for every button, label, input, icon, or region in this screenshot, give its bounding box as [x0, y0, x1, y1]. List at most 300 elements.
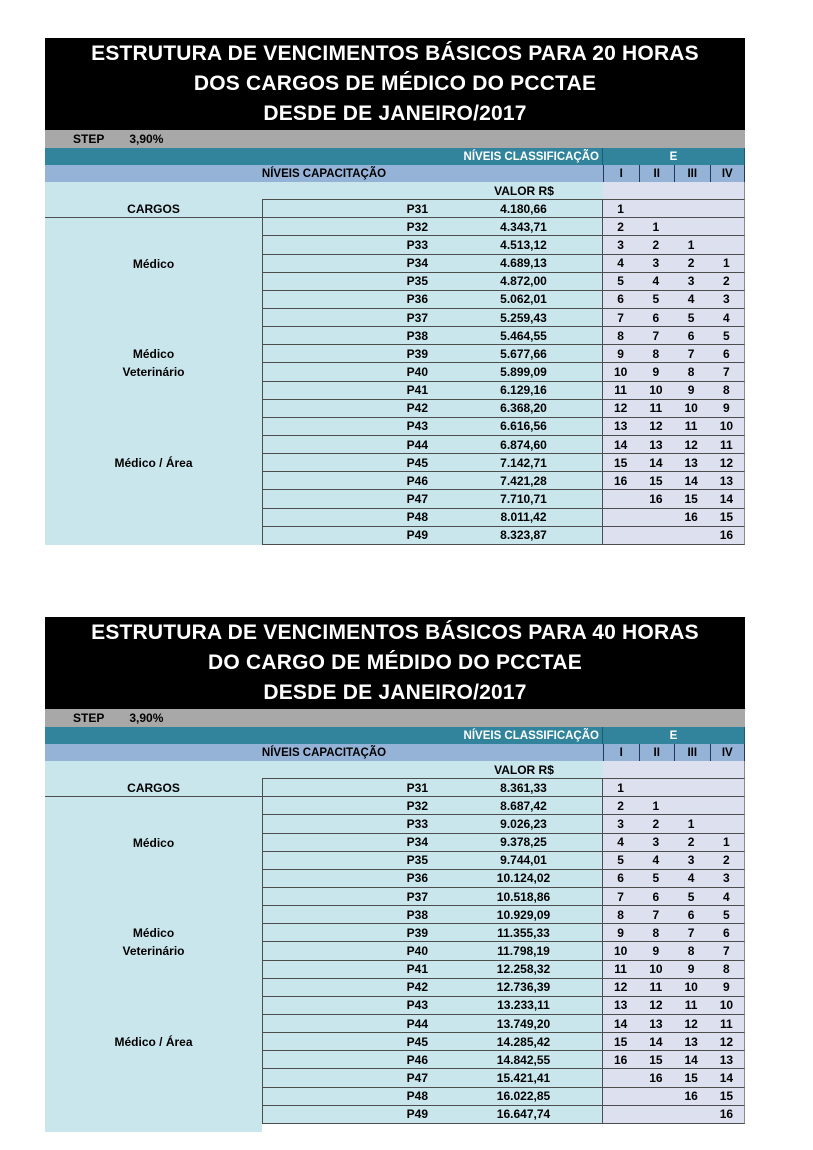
step-value-cell: 9: [617, 925, 624, 940]
p-level-cell: P40: [262, 942, 445, 960]
p-level-cell: P39: [262, 924, 445, 942]
step-value-cell: 2: [617, 798, 624, 813]
step-value-cell: 3: [652, 835, 660, 850]
step-value-cell: [709, 200, 744, 217]
step-value-cell: 13: [649, 437, 663, 452]
steps-cell: [603, 363, 745, 381]
steps-cell: [603, 1106, 745, 1124]
table-row: [45, 418, 745, 436]
step-value-cell: [603, 527, 638, 544]
table-row: [45, 454, 745, 472]
valor-cell: 5.259,43: [445, 309, 603, 327]
step-column-header: II: [639, 744, 675, 761]
step-value-cell: [709, 182, 744, 199]
cargo-cell: [45, 870, 262, 888]
table-row: [45, 997, 745, 1015]
step-value-cell: 4: [617, 835, 624, 850]
table-row: [45, 1069, 745, 1087]
step-value-cell: [709, 797, 744, 814]
cargo-cell: [45, 236, 262, 254]
valor-cell: 5.677,66: [445, 345, 603, 363]
table-row: [45, 436, 745, 454]
valor-cell: 4.689,13: [445, 255, 603, 273]
step-value-cell: [674, 797, 709, 814]
table-row: [45, 924, 745, 942]
cargo-cell: [45, 309, 262, 327]
step-value-cell: 7: [687, 346, 695, 361]
valor-cell: 6.616,56: [445, 418, 603, 436]
cargo-cell: [45, 815, 262, 833]
valor-cell: 9.744,01: [445, 852, 603, 870]
cargo-cell: Médico / Área: [45, 454, 262, 472]
step-value-cell: 1: [687, 237, 695, 252]
step-value-cell: 10: [719, 419, 734, 434]
salary-table-40h: [45, 617, 745, 1132]
valor-cell: 13.233,11: [445, 997, 603, 1015]
steps-cell: [603, 436, 745, 454]
table-row: [45, 815, 745, 833]
step-value-cell: 5: [652, 292, 660, 307]
steps-cell: [603, 400, 745, 418]
step-value-cell: 11: [614, 383, 627, 398]
capacitation-label: NÍVEIS CAPACITAÇÃO: [261, 167, 387, 180]
p-level-cell: P31: [262, 779, 445, 797]
steps-cell: [603, 815, 745, 833]
table-row: [45, 382, 745, 400]
table-row: [45, 291, 745, 309]
step-value-cell: 9: [687, 962, 695, 977]
table-row: [45, 273, 745, 291]
step-value-cell: [603, 1088, 638, 1105]
step-value-cell: 3: [617, 816, 624, 831]
step-value-cell: 4: [617, 256, 624, 271]
cargo-cell: Veterinário: [45, 942, 262, 960]
valor-cell: 11.355,33: [445, 924, 603, 942]
cargo-cell: Médico / Área: [45, 1033, 262, 1051]
p-level-cell: P46: [262, 472, 445, 490]
step-value-cell: [674, 218, 709, 235]
step-value-cell: 7: [723, 943, 730, 958]
steps-cell: [603, 255, 745, 273]
step-value-cell: [674, 779, 709, 796]
step-value-cell: 16: [649, 1070, 663, 1085]
valor-header-label: VALOR R$: [445, 182, 603, 200]
step-value-cell: 1: [617, 201, 624, 216]
p-level-cell: P39: [262, 345, 445, 363]
table-title: [45, 617, 745, 709]
valor-cell: 10.124,02: [445, 870, 603, 888]
table-row: [45, 218, 745, 236]
step-value-cell: 5: [617, 853, 624, 868]
step-value-cell: 15: [649, 473, 663, 488]
table-row: [45, 961, 745, 979]
step-value-cell: 1: [652, 219, 660, 234]
step-value-cell: [709, 218, 744, 235]
table-row: [45, 888, 745, 906]
step-value-cell: 15: [719, 510, 734, 525]
cargo-cell: [45, 997, 262, 1015]
classification-label: NÍVEIS CLASSIFICAÇÃO: [45, 148, 603, 165]
step-value-cell: 4: [652, 274, 660, 289]
step-value-cell: 3: [723, 871, 730, 886]
step-value-cell: [638, 1106, 673, 1123]
valor-cell: 4.180,66: [445, 200, 603, 218]
steps-cell: [603, 527, 745, 545]
step-label: STEP: [73, 711, 105, 725]
step-value-cell: 15: [719, 1089, 734, 1104]
valor-cell: 5.899,09: [445, 363, 603, 381]
step-value-cell: [709, 815, 744, 832]
valor-header-row: [45, 761, 745, 779]
step-column-header: IV: [710, 165, 746, 182]
step-value-cell: 5: [652, 871, 660, 886]
steps-cell: [603, 327, 745, 345]
table-row: [45, 200, 745, 218]
step-value-cell: 11: [684, 998, 698, 1013]
cargo-cell: Veterinário: [45, 363, 262, 381]
step-value-cell: [603, 509, 638, 526]
table-row: [45, 1088, 745, 1106]
table-row: [45, 852, 745, 870]
p-level-cell: P32: [262, 218, 445, 236]
valor-cell: 6.368,20: [445, 400, 603, 418]
cargo-cell: [45, 218, 262, 236]
table-row: [45, 906, 745, 924]
p-level-cell: P37: [262, 888, 445, 906]
steps-cell: [603, 1088, 745, 1106]
step-value-cell: 14: [719, 491, 734, 506]
step-value-cell: 11: [649, 401, 663, 416]
table-body: [45, 761, 745, 1124]
step-value-cell: 4: [723, 310, 730, 325]
p-level-cell: P41: [262, 382, 445, 400]
step-value-cell: 8: [617, 907, 624, 922]
valor-cell: 7.710,71: [445, 490, 603, 508]
p-level-cell: P45: [262, 454, 445, 472]
table-row: [45, 979, 745, 997]
p-level-cell: P38: [262, 327, 445, 345]
p-level-cell: P44: [262, 436, 445, 454]
step-column-header: II: [639, 165, 675, 182]
step-value-cell: 5: [723, 328, 730, 343]
steps-cell: [603, 1033, 745, 1051]
valor-cell: 15.421,41: [445, 1069, 603, 1087]
step-value-cell: 4: [687, 871, 695, 886]
step-value-cell: 10: [684, 401, 698, 416]
p-level-cell: P35: [262, 273, 445, 291]
step-value-cell: 2: [617, 219, 624, 234]
step-value-cell: 13: [613, 419, 628, 434]
steps-cell: [603, 852, 745, 870]
p-level-cell: P48: [262, 509, 445, 527]
table-title: [45, 38, 745, 130]
valor-header-label: VALOR R$: [445, 761, 603, 779]
table-row: [45, 236, 745, 254]
table-row: [45, 779, 745, 797]
step-value-cell: 11: [614, 962, 627, 977]
valor-cell: 14.842,55: [445, 1051, 603, 1069]
step-bar: [45, 709, 745, 727]
step-value-cell: 8: [652, 925, 660, 940]
p-level-cell: P49: [262, 527, 445, 545]
step-value-cell: 7: [687, 925, 695, 940]
step-value-cell: 8: [687, 943, 695, 958]
step-value: 3,90%: [129, 711, 164, 725]
cargo-cell: [45, 400, 262, 418]
step-value-cell: 2: [723, 853, 730, 868]
table-row: [45, 490, 745, 508]
steps-cell: [603, 454, 745, 472]
p-level-cell: P33: [262, 815, 445, 833]
step-value-cell: 16: [649, 491, 663, 506]
step-value-cell: 9: [723, 401, 730, 416]
steps-cell: [603, 997, 745, 1015]
step-value-cell: 12: [684, 1016, 698, 1031]
step-value-cell: 10: [649, 962, 663, 977]
p-level-cell: P35: [262, 852, 445, 870]
steps-cell: [603, 906, 745, 924]
capacitation-header-row: [45, 165, 745, 182]
step-value-cell: 2: [687, 835, 695, 850]
step-value-cell: 10: [613, 364, 628, 379]
table-row: [45, 472, 745, 490]
steps-cell: [603, 200, 745, 218]
valor-cell: 9.378,25: [445, 834, 603, 852]
valor-cell: 5.062,01: [445, 291, 603, 309]
table-row: [45, 309, 745, 327]
cargo-cell: Médico: [45, 255, 262, 273]
step-value-cell: 14: [684, 1052, 698, 1067]
valor-cell: 10.929,09: [445, 906, 603, 924]
cargo-cell: [45, 327, 262, 345]
step-value-cell: [674, 527, 709, 544]
table-row: [45, 345, 745, 363]
p-level-cell: P34: [262, 255, 445, 273]
step-value-cell: [709, 779, 744, 796]
table-row: [45, 1051, 745, 1069]
steps-cell: [603, 182, 745, 200]
p-level-cell: P31: [262, 200, 445, 218]
valor-cell: 13.749,20: [445, 1015, 603, 1033]
classification-header-row: [45, 148, 745, 165]
table-row: [45, 797, 745, 815]
step-value-cell: 15: [613, 1034, 628, 1049]
step-value-cell: 2: [723, 274, 730, 289]
step-value-cell: 10: [613, 943, 628, 958]
step-value-cell: 15: [649, 1052, 663, 1067]
cargo-cell: [45, 509, 262, 527]
steps-cell: [603, 291, 745, 309]
steps-cell: [603, 1069, 745, 1087]
step-value-cell: 7: [652, 328, 660, 343]
steps-cell: [603, 1051, 745, 1069]
cargo-cell: [45, 1051, 262, 1069]
step-value-cell: 1: [723, 835, 730, 850]
cargo-cell: [45, 797, 262, 815]
p-level-cell: P49: [262, 1106, 445, 1124]
step-value-cell: 1: [617, 780, 624, 795]
step-value-cell: 7: [652, 907, 660, 922]
step-value-cell: 8: [687, 364, 695, 379]
step-value-cell: 5: [687, 310, 695, 325]
cargo-cell: [45, 906, 262, 924]
p-level-cell: P48: [262, 1088, 445, 1106]
steps-cell: [603, 1015, 745, 1033]
steps-cell: [603, 779, 745, 797]
step-value-cell: 15: [684, 1070, 698, 1085]
table-row: [45, 327, 745, 345]
step-value-cell: [638, 779, 673, 796]
step-value-cell: 11: [649, 980, 663, 995]
step-value-cell: [674, 761, 709, 778]
step-value-cell: 6: [652, 310, 660, 325]
step-value-cell: [603, 761, 638, 778]
step-column-header: I: [603, 165, 639, 182]
step-value-cell: 13: [613, 998, 628, 1013]
table-row: [45, 527, 745, 545]
valor-cell: 7.421,28: [445, 472, 603, 490]
step-column-header: IV: [710, 744, 746, 761]
table-body: [45, 182, 745, 545]
step-value-cell: 3: [617, 237, 624, 252]
valor-cell: 14.285,42: [445, 1033, 603, 1051]
valor-cell: 4.872,00: [445, 273, 603, 291]
step-value-cell: 1: [687, 816, 695, 831]
step-value-cell: 12: [684, 437, 698, 452]
table-title-line: DOS CARGOS DE MÉDICO DO PCCTAE: [193, 72, 597, 95]
p-level-cell: P47: [262, 490, 445, 508]
steps-cell: [603, 236, 745, 254]
step-value-cell: [709, 761, 744, 778]
step-value-cell: 11: [684, 419, 698, 434]
cargo-cell: [45, 490, 262, 508]
cargo-cell: [45, 979, 262, 997]
steps-cell: [603, 761, 745, 779]
p-level-cell: P45: [262, 1033, 445, 1051]
p-level-cell: P33: [262, 236, 445, 254]
steps-cell: [603, 382, 745, 400]
p-level-cell: P37: [262, 309, 445, 327]
step-value-cell: 9: [617, 346, 624, 361]
cargo-cell: [45, 961, 262, 979]
step-value-cell: [674, 200, 709, 217]
cargo-cell: CARGOS: [45, 779, 262, 797]
step-value-cell: 14: [684, 473, 698, 488]
step-value-cell: 9: [652, 943, 660, 958]
cargo-cell: [45, 382, 262, 400]
p-level-cell: P46: [262, 1051, 445, 1069]
step-value-cell: 16: [684, 510, 698, 525]
step-value-cell: 6: [687, 907, 695, 922]
step-value-cell: 13: [684, 1034, 698, 1049]
p-level-cell: P41: [262, 961, 445, 979]
step-value-cell: 6: [652, 889, 660, 904]
steps-cell: [603, 218, 745, 236]
step-value-cell: 14: [613, 1016, 628, 1031]
valor-cell: 12.258,32: [445, 961, 603, 979]
step-column-header: III: [674, 744, 710, 761]
table-title-line: DESDE DE JANEIRO/2017: [263, 102, 527, 125]
step-value-cell: 12: [719, 1034, 734, 1049]
step-column-header: I: [603, 744, 639, 761]
cargo-cell: [45, 852, 262, 870]
steps-cell: [603, 924, 745, 942]
valor-cell: 8.323,87: [445, 527, 603, 545]
step-value-cell: 13: [649, 1016, 663, 1031]
p-level-cell: P32: [262, 797, 445, 815]
valor-cell: 8.361,33: [445, 779, 603, 797]
cargo-cell: Médico: [45, 345, 262, 363]
capacitation-label: NÍVEIS CAPACITAÇÃO: [261, 746, 387, 759]
step-value-cell: 3: [687, 853, 695, 868]
step-value-cell: 12: [649, 419, 663, 434]
table-row: [45, 255, 745, 273]
step-value-cell: 10: [719, 998, 734, 1013]
p-level-cell: [262, 182, 445, 200]
steps-cell: [603, 961, 745, 979]
step-value-cell: 10: [649, 383, 663, 398]
step-value-cell: 9: [687, 383, 695, 398]
table-title-line: ESTRUTURA DE VENCIMENTOS BÁSICOS PARA 40 HORAS: [91, 621, 699, 644]
p-level-cell: P44: [262, 1015, 445, 1033]
step-value-cell: 2: [687, 256, 695, 271]
step-value-cell: 12: [613, 980, 628, 995]
step-value-cell: 14: [613, 437, 628, 452]
cargo-cell: [45, 761, 262, 779]
step-value-cell: 5: [687, 889, 695, 904]
step-value-cell: 14: [719, 1070, 734, 1085]
step-value-cell: 16: [719, 1107, 734, 1122]
step-value-cell: 15: [613, 455, 628, 470]
step-value-cell: 7: [617, 310, 624, 325]
p-level-cell: P47: [262, 1069, 445, 1087]
cargo-cell: [45, 1106, 262, 1124]
valor-cell: 8.687,42: [445, 797, 603, 815]
step-value-cell: [603, 182, 638, 199]
cargo-cell: [45, 1088, 262, 1106]
steps-cell: [603, 979, 745, 997]
cargo-cell: [45, 527, 262, 545]
cargo-cell: CARGOS: [45, 200, 262, 218]
steps-cell: [603, 797, 745, 815]
step-value-cell: 4: [652, 853, 660, 868]
step-value-cell: 2: [652, 237, 660, 252]
step-value-cell: 5: [723, 907, 730, 922]
cargo-cell: Médico: [45, 924, 262, 942]
step-value-cell: 11: [720, 1016, 733, 1031]
table-title-line: DO CARGO DE MÉDIDO DO PCCTAE: [208, 651, 582, 674]
cargo-cell: Médico: [45, 834, 262, 852]
step-value-cell: 6: [617, 871, 624, 886]
step-value-cell: [638, 527, 673, 544]
table-row: [45, 834, 745, 852]
p-level-cell: P38: [262, 906, 445, 924]
valor-cell: 4.343,71: [445, 218, 603, 236]
table-row: [45, 1106, 745, 1124]
e-label: E: [603, 727, 745, 744]
steps-cell: [603, 309, 745, 327]
steps-cell: [603, 942, 745, 960]
p-level-cell: P36: [262, 291, 445, 309]
steps-cell: [603, 509, 745, 527]
step-value-cell: 16: [613, 1052, 628, 1067]
capacitation-header-row: [45, 744, 745, 761]
valor-cell: 6.129,16: [445, 382, 603, 400]
table-row: [45, 400, 745, 418]
step-column-header: III: [674, 165, 710, 182]
step-value-cell: 6: [723, 346, 730, 361]
step-value-cell: 16: [613, 473, 628, 488]
